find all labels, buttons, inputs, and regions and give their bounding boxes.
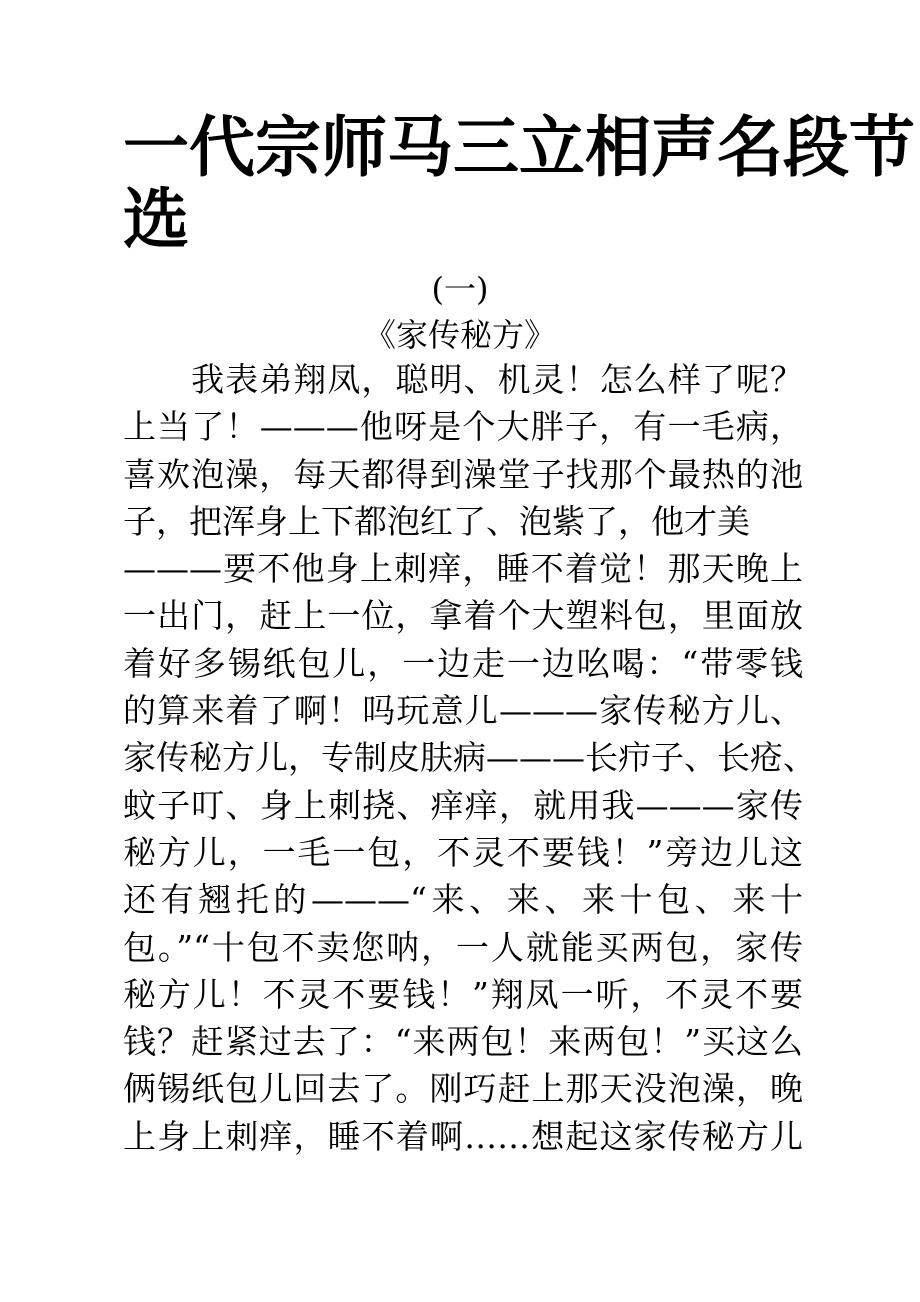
title-line-2: 选 [123, 181, 189, 258]
paragraph-line: 蚊子叮、身上刺挠、痒痒，就用我———家传 [123, 785, 803, 825]
body-text [123, 356, 816, 1160]
paragraph-line: 上当了！———他呀是个大胖子，有一毛病， [123, 407, 803, 447]
paragraph-line: 包。”“十包不卖您呐，一人就能买两包，家传 [123, 927, 803, 967]
paragraph-line: 一出门，赶上一位，拿着个大塑料包，里面放 [123, 596, 803, 636]
paragraph-line: ———要不他身上刺痒，睡不着觉！那天晚上 [123, 549, 803, 589]
paragraph-line: 俩锡纸包儿回去了。刚巧赶上那天没泡澡，晚 [123, 1069, 803, 1109]
paragraph-line: 喜欢泡澡，每天都得到澡堂子找那个最热的池 [123, 454, 803, 494]
paragraph-line: 我表弟翔凤，聪明、机灵！怎么样了呢？ [123, 360, 803, 399]
paragraph-line: 子，把浑身上下都泡红了、泡紫了，他才美 [123, 501, 750, 541]
section-number: (一) [431, 270, 489, 308]
paragraph-line: 家传秘方儿，专制皮肤病———长疖子、长疮、 [123, 738, 816, 778]
paragraph-line: 还有翘托的———“来、来、来十包、来十 [123, 880, 803, 920]
paragraph-line: 秘方儿，一毛一包，不灵不要钱！”旁边儿这 [123, 832, 803, 872]
paragraph-line: 秘方儿！不灵不要钱！”翔凤一听，不灵不要 [123, 974, 803, 1014]
document-title [123, 109, 915, 258]
work-title: 《家传秘方》 [363, 316, 556, 354]
paragraph-line: 的算来着了啊！吗玩意儿———家传秘方儿、 [123, 691, 803, 731]
paragraph-line: 上身上刺痒，睡不着啊……想起这家传秘方儿 [123, 1116, 803, 1156]
paragraph-line: 钱？赶紧过去了：“来两包！来两包！”买这么 [123, 1022, 803, 1062]
paragraph-line: 着好多锡纸包儿，一边走一边吆喝：“带零钱 [123, 643, 803, 683]
title-line-1: 一代宗师马三立相声名段节 [123, 109, 915, 186]
